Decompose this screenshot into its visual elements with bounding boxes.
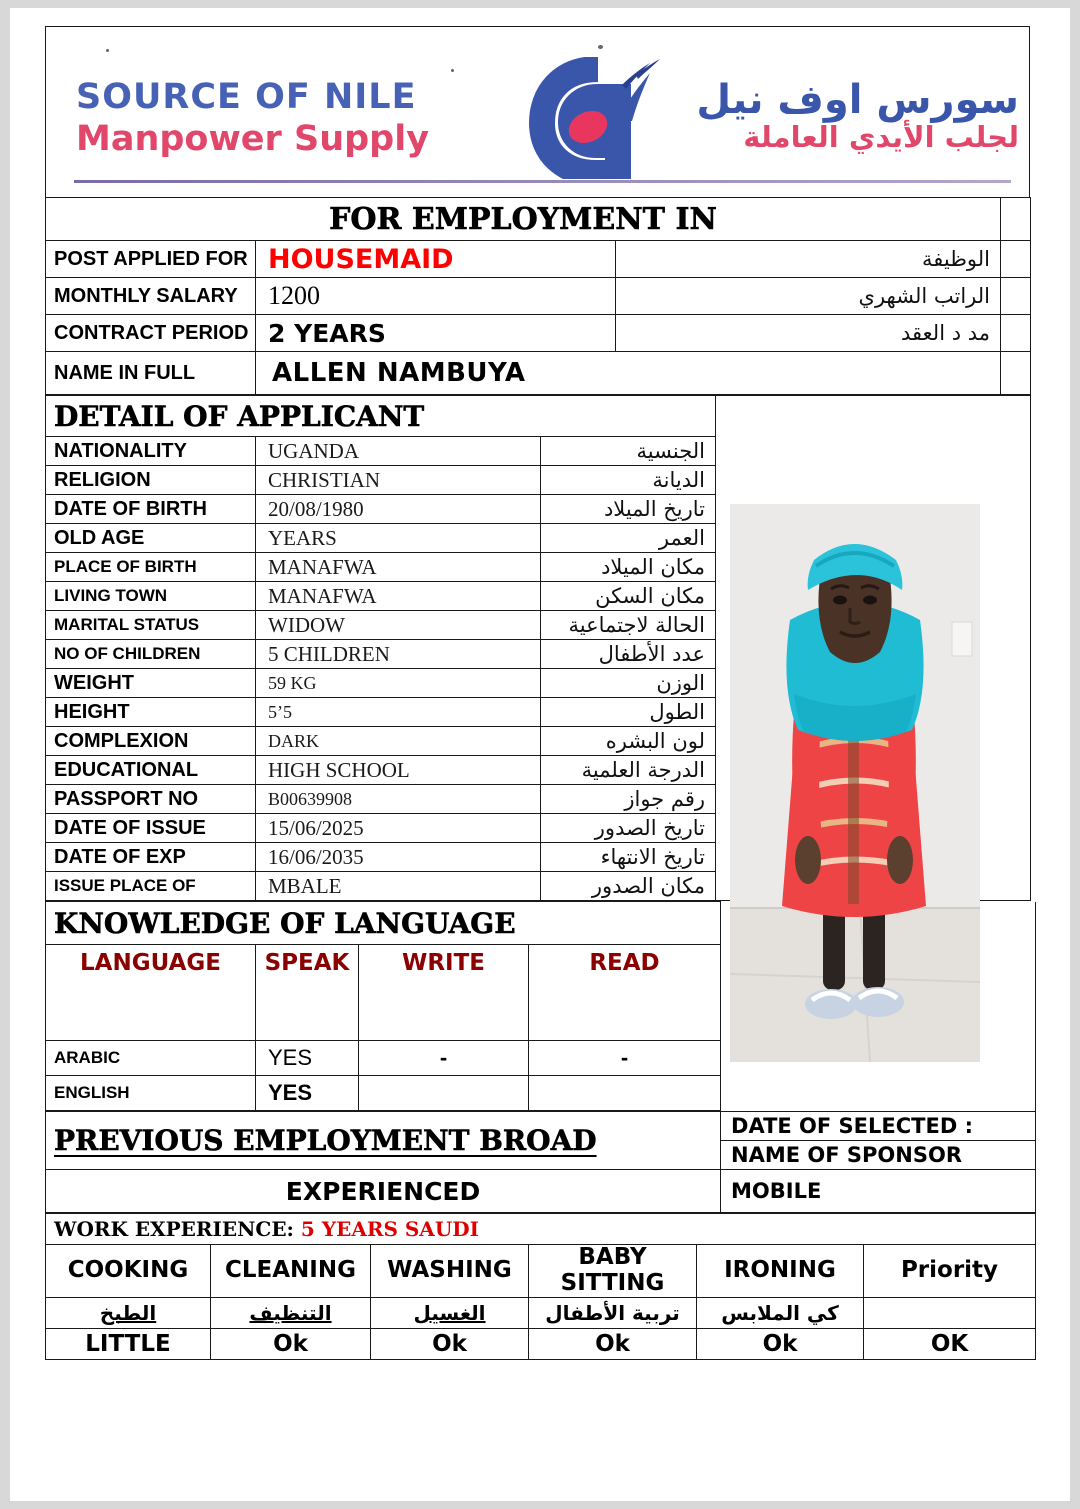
detail-label: COMPLEXION (46, 727, 256, 756)
skill-value-washing[interactable]: Ok (371, 1328, 529, 1359)
language-header-speak: SPEAK (264, 950, 350, 976)
skills-value-row (46, 1328, 1036, 1359)
language-header-language: LANGUAGE (80, 950, 221, 976)
scan-speck (106, 49, 109, 52)
monthly-salary-label: MONTHLY SALARY (46, 278, 256, 315)
letterhead-english (76, 79, 429, 158)
skill-arabic-baby-sitting: تربية الأطفال (529, 1297, 697, 1328)
detail-label: DATE OF BIRTH (46, 495, 256, 524)
detail-arabic: عدد الأطفال (541, 640, 716, 669)
detail-label: OLD AGE (46, 524, 256, 553)
work-experience-value: 5 YEARS SAUDI (300, 1217, 479, 1241)
form-sheet (45, 26, 1030, 1360)
skill-arabic-washing: الغسيل (371, 1297, 529, 1328)
photo-cell (716, 396, 1031, 901)
skill-header-priority: Priority (864, 1245, 1036, 1298)
name-in-full-label: NAME IN FULL (46, 352, 256, 395)
language-header-write: WRITE (401, 950, 486, 976)
language-speak[interactable]: YES (256, 1041, 359, 1076)
detail-arabic: الديانة (541, 466, 716, 495)
detail-value[interactable]: MBALE (256, 872, 541, 901)
language-write[interactable]: - (359, 1041, 529, 1076)
company-name-arabic2: لجلب الأيدي العاملة (743, 120, 1019, 154)
detail-label: DATE OF ISSUE (46, 814, 256, 843)
language-col-header (46, 945, 256, 1041)
detail-value[interactable]: DARK (256, 727, 541, 756)
detail-arabic: مكان السكن (541, 582, 716, 611)
skill-value-priority[interactable]: OK (864, 1328, 1036, 1359)
company-name-arabic1: سورس اوف نيل (696, 77, 1019, 123)
detail-arabic: الوزن (541, 669, 716, 698)
skills-arabic-row (46, 1297, 1036, 1328)
skill-header-cooking: COOKING (46, 1245, 211, 1298)
detail-value[interactable]: UGANDA (256, 437, 541, 466)
sponsor-mobile-row (46, 1170, 1036, 1213)
skill-value-ironing[interactable]: Ok (697, 1328, 864, 1359)
previous-title-cell (46, 1112, 721, 1170)
detail-label: ISSUE PLACE OF (46, 872, 256, 901)
employment-right-spacer (1001, 315, 1031, 352)
detail-label: MARITAL STATUS (46, 611, 256, 640)
skill-value-baby-sitting[interactable]: Ok (529, 1328, 697, 1359)
detail-arabic: الحالة لاجتماعية (541, 611, 716, 640)
post-applied-arabic: الوظيفة (616, 241, 1001, 278)
employment-right-spacer (1001, 352, 1031, 395)
letterhead-divider (74, 180, 1011, 183)
work-experience-cell (46, 1214, 1036, 1245)
detail-label: HEIGHT (46, 698, 256, 727)
detail-arabic: الجنسية (541, 437, 716, 466)
skill-header-baby-sitting: BABY SITTING (529, 1245, 697, 1298)
post-applied-label: POST APPLIED FOR (46, 241, 256, 278)
language-header-read: READ (589, 950, 660, 976)
detail-label: LIVING TOWN (46, 582, 256, 611)
detail-value[interactable]: 5 CHILDREN (256, 640, 541, 669)
detail-label: WEIGHT (46, 669, 256, 698)
contract-period-label: CONTRACT PERIOD (46, 315, 256, 352)
employment-title-row (46, 198, 1031, 241)
previous-employment-table (45, 1111, 1036, 1213)
language-read[interactable]: - (529, 1041, 721, 1076)
speak-col-header (256, 945, 359, 1041)
detail-arabic: مكان الصدور (541, 872, 716, 901)
letterhead-arabic (696, 79, 1019, 154)
monthly-salary-row (46, 278, 1031, 315)
company-logo-icon (526, 57, 676, 179)
letterhead (45, 26, 1030, 197)
skill-value-cooking[interactable]: LITTLE (46, 1328, 211, 1359)
skill-arabic-cleaning: التنظيف (211, 1297, 371, 1328)
detail-value[interactable]: 16/06/2035 (256, 843, 541, 872)
employment-title: FOR EMPLOYMENT IN (329, 201, 717, 237)
language-write[interactable] (359, 1076, 529, 1111)
detail-label: RELIGION (46, 466, 256, 495)
language-name: ENGLISH (46, 1076, 256, 1111)
detail-arabic: مكان الميلاد (541, 553, 716, 582)
write-col-header (359, 945, 529, 1041)
language-read[interactable] (529, 1076, 721, 1111)
skill-header-washing: WASHING (371, 1245, 529, 1298)
language-speak[interactable]: YES (256, 1076, 359, 1111)
detail-title-cell (46, 396, 716, 437)
skill-header-cleaning: CLEANING (211, 1245, 371, 1298)
detail-label: NO OF CHILDREN (46, 640, 256, 669)
detail-arabic: الطول (541, 698, 716, 727)
employment-right-spacer (1001, 241, 1031, 278)
skills-header-row (46, 1245, 1036, 1298)
employment-title-cell (46, 198, 1001, 241)
work-experience-label: WORK EXPERIENCE: (54, 1217, 294, 1241)
employment-right-spacer (1001, 278, 1031, 315)
name-in-full-row (46, 352, 1031, 395)
contract-period-value[interactable]: 2 YEARS (256, 315, 616, 352)
detail-label: PLACE OF BIRTH (46, 553, 256, 582)
post-applied-value[interactable]: HOUSEMAID (256, 241, 616, 278)
read-col-header (529, 945, 721, 1041)
applicant-photo-image (730, 504, 980, 1062)
detail-arabic: الدرجة العلمية (541, 756, 716, 785)
detail-arabic: رقم جواز (541, 785, 716, 814)
detail-label: EDUCATIONAL (46, 756, 256, 785)
company-name-line1: SOURCE OF NILE (76, 77, 417, 117)
applicant-detail-table (45, 395, 1031, 901)
detail-arabic: تاريخ الميلاد (541, 495, 716, 524)
skill-arabic-priority (864, 1297, 1036, 1328)
detail-arabic: لون البشره (541, 727, 716, 756)
language-title: KNOWLEDGE OF LANGUAGE (54, 906, 516, 940)
contract-period-row (46, 315, 1031, 352)
detail-title-row (46, 396, 1031, 437)
detail-value[interactable]: B00639908 (256, 785, 541, 814)
detail-arabic: العمر (541, 524, 716, 553)
detail-label: NATIONALITY (46, 437, 256, 466)
detail-label: DATE OF EXP (46, 843, 256, 872)
language-name: ARABIC (46, 1041, 256, 1076)
detail-arabic: تاريخ الانتهاء (541, 843, 716, 872)
detail-value[interactable]: 20/08/1980 (256, 495, 541, 524)
experienced-cell: EXPERIENCED (46, 1170, 721, 1213)
skill-arabic-ironing: كي الملابس (697, 1297, 864, 1328)
employment-title-spacer (1001, 198, 1031, 241)
language-title-cell (46, 902, 721, 945)
scan-speck (451, 69, 454, 72)
detail-value[interactable]: 15/06/2025 (256, 814, 541, 843)
detail-label: PASSPORT NO (46, 785, 256, 814)
detail-value[interactable]: MANAFWA (256, 582, 541, 611)
contract-period-arabic: مد د العقد (616, 315, 1001, 352)
monthly-salary-value[interactable]: 1200 (256, 278, 616, 315)
detail-value[interactable]: YEARS (256, 524, 541, 553)
mobile-label[interactable]: MOBILE (721, 1170, 1036, 1213)
monthly-salary-arabic: الراتب الشهري (616, 278, 1001, 315)
detail-value[interactable]: HIGH SCHOOL (256, 756, 541, 785)
detail-arabic: تاريخ الصدور (541, 814, 716, 843)
skills-table (45, 1213, 1036, 1360)
document-page (10, 8, 1070, 1501)
applicant-photo (730, 504, 980, 1062)
detail-value[interactable]: 5’5 (256, 698, 541, 727)
skill-arabic-cooking: الطبخ (46, 1297, 211, 1328)
work-experience-row (46, 1214, 1036, 1245)
employment-table (45, 197, 1031, 395)
post-applied-row (46, 241, 1031, 278)
sponsor-date-row (46, 1112, 1036, 1141)
name-in-full-value[interactable]: ALLEN NAMBUYA (256, 352, 1001, 395)
previous-employment-title: PREVIOUS EMPLOYMENT BROAD (54, 1124, 597, 1157)
skill-header-ironing: IRONING (697, 1245, 864, 1298)
name-of-sponsor-label[interactable]: NAME OF SPONSOR (721, 1141, 1036, 1170)
date-of-selected-label[interactable]: DATE OF SELECTED : (721, 1112, 1036, 1141)
detail-value[interactable]: WIDOW (256, 611, 541, 640)
company-name-line2: Manpower Supply (76, 118, 430, 159)
detail-title: DETAIL OF APPLICANT (54, 399, 425, 433)
detail-value[interactable]: MANAFWA (256, 553, 541, 582)
detail-value[interactable]: 59 KG (256, 669, 541, 698)
scan-speck (598, 45, 603, 49)
detail-value[interactable]: CHRISTIAN (256, 466, 541, 495)
skill-value-cleaning[interactable]: Ok (211, 1328, 371, 1359)
